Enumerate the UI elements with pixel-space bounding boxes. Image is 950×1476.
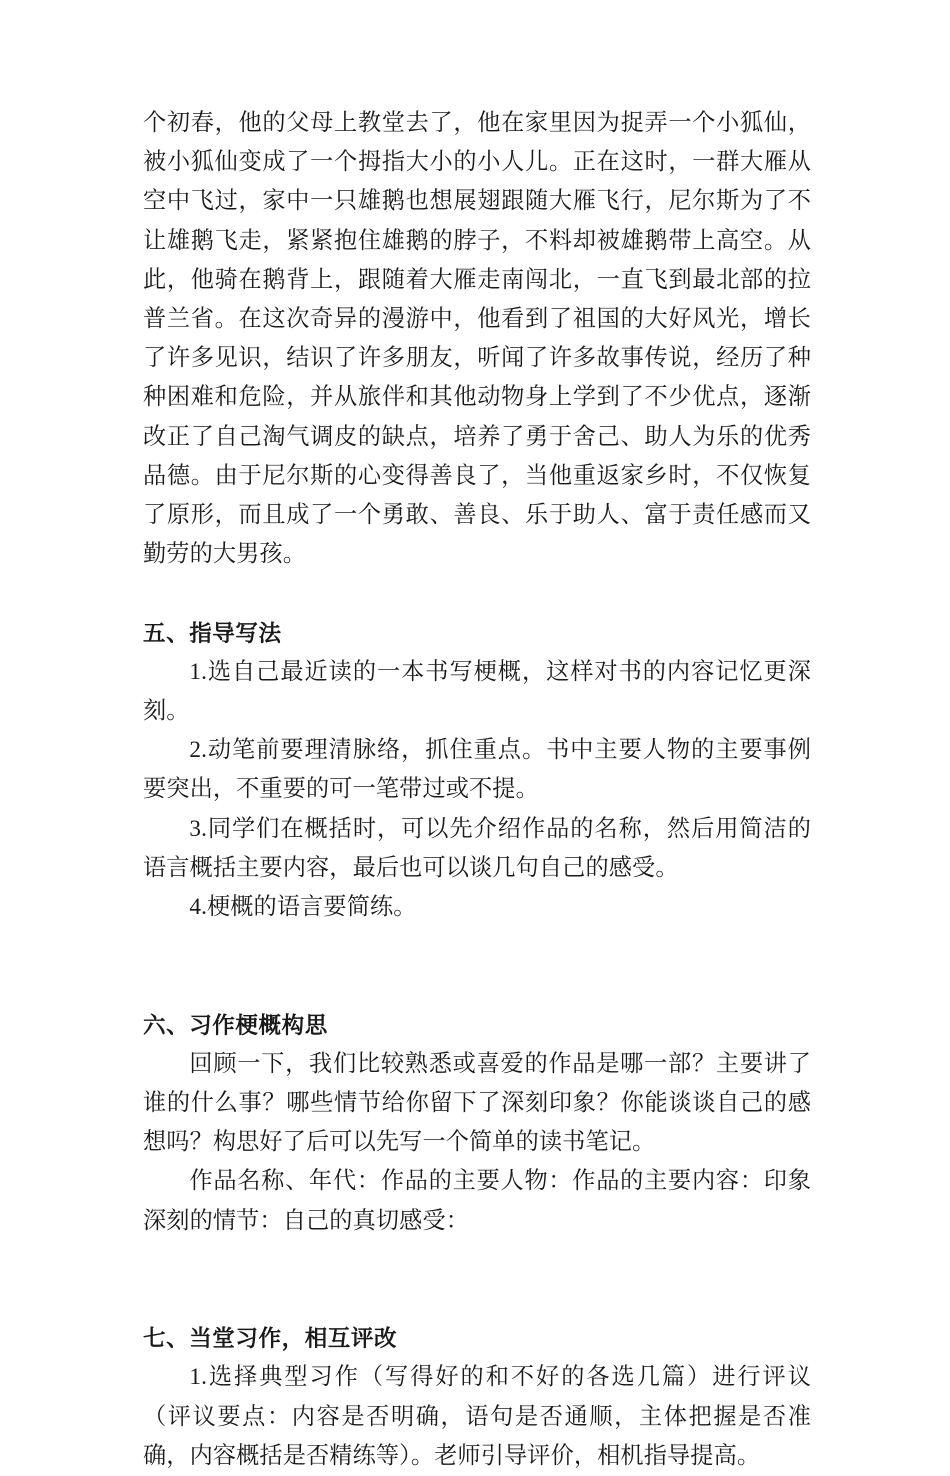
paragraph-6-2: 作品名称、年代：作品的主要人物：作品的主要内容：印象深刻的情节：自己的真切感受： [143,1168,811,1234]
section-heading-five: 五、指导写法 [143,620,282,646]
section-spacer [143,927,811,1005]
list-item-5-3: 3.同学们在概括时，可以先介绍作品的名称，然后用简洁的语言概括主要内容，最后也可以谈几句自己的感受。 [143,815,811,881]
section-heading-six: 六、习作梗概构思 [143,1012,328,1038]
list-item-5-4: 4.梗概的语言要简练。 [189,894,417,921]
list-item-5-1: 1.选自己最近读的一本书写梗概，这样对书的内容记忆更深刻。 [143,658,811,725]
paragraph-6-1: 回顾一下，我们比较熟悉或喜爱的作品是哪一部？主要讲了谁的什么事？哪些情节给你留下了深刻印象？你能谈谈自己的感想吗？构思好了后可以先写一个简单的读书笔记。 [143,1050,811,1156]
document-text-column [143,104,811,1476]
list-item-5-2: 2.动笔前要理清脉络，抓住重点。书中主要人物的主要事例要突出，不重要的可一笔带过或不提。 [143,737,811,803]
section-spacer [143,1241,811,1319]
section-heading-seven: 七、当堂习作，相互评改 [143,1326,398,1352]
section-spacer [143,574,811,613]
paragraph-story-summary: 个初春，他的父母上教堂去了，他在家里因为捉弄一个小狐仙，被小狐仙变成了一个拇指大小的小人儿。正在这时，一群大雁从空中飞过，家中一只雄鹅也想展翅跟随大雁飞行，尼尔斯为了不让雄鹅飞走，紧紧抱住雄鹅的脖子，不料却被雄鹅带上高空。从此，他骑在鹅背上，跟随着大雁走南闯北，一直飞到最北部的拉普兰省。在这次奇异的漫游中，他看到了祖国的大好风光，增长了许多见识，结识了许多朋友，听闻了许多故事传说，经历了种种困难和危险，并从旅伴和其他动物身上学到了不少优点，逐渐改正了自己淘气调皮的缺点，培养了勇于舍己、助人为乐的优秀品德。由于尼尔斯的心变得善良了，当他重返家乡时，不仅恢复了原形，而且成了一个勇敢、善良、乐于助人、富于责任感而又勤劳的大男孩。 [143,110,811,568]
list-item-7-1: 1.选择典型习作（写得好的和不好的各选几篇）进行评议（评议要点：内容是否明确，语句是否通顺，主体把握是否准确，内容概括是否精练等）。老师引导评价，相机指导提高。 [143,1364,811,1469]
